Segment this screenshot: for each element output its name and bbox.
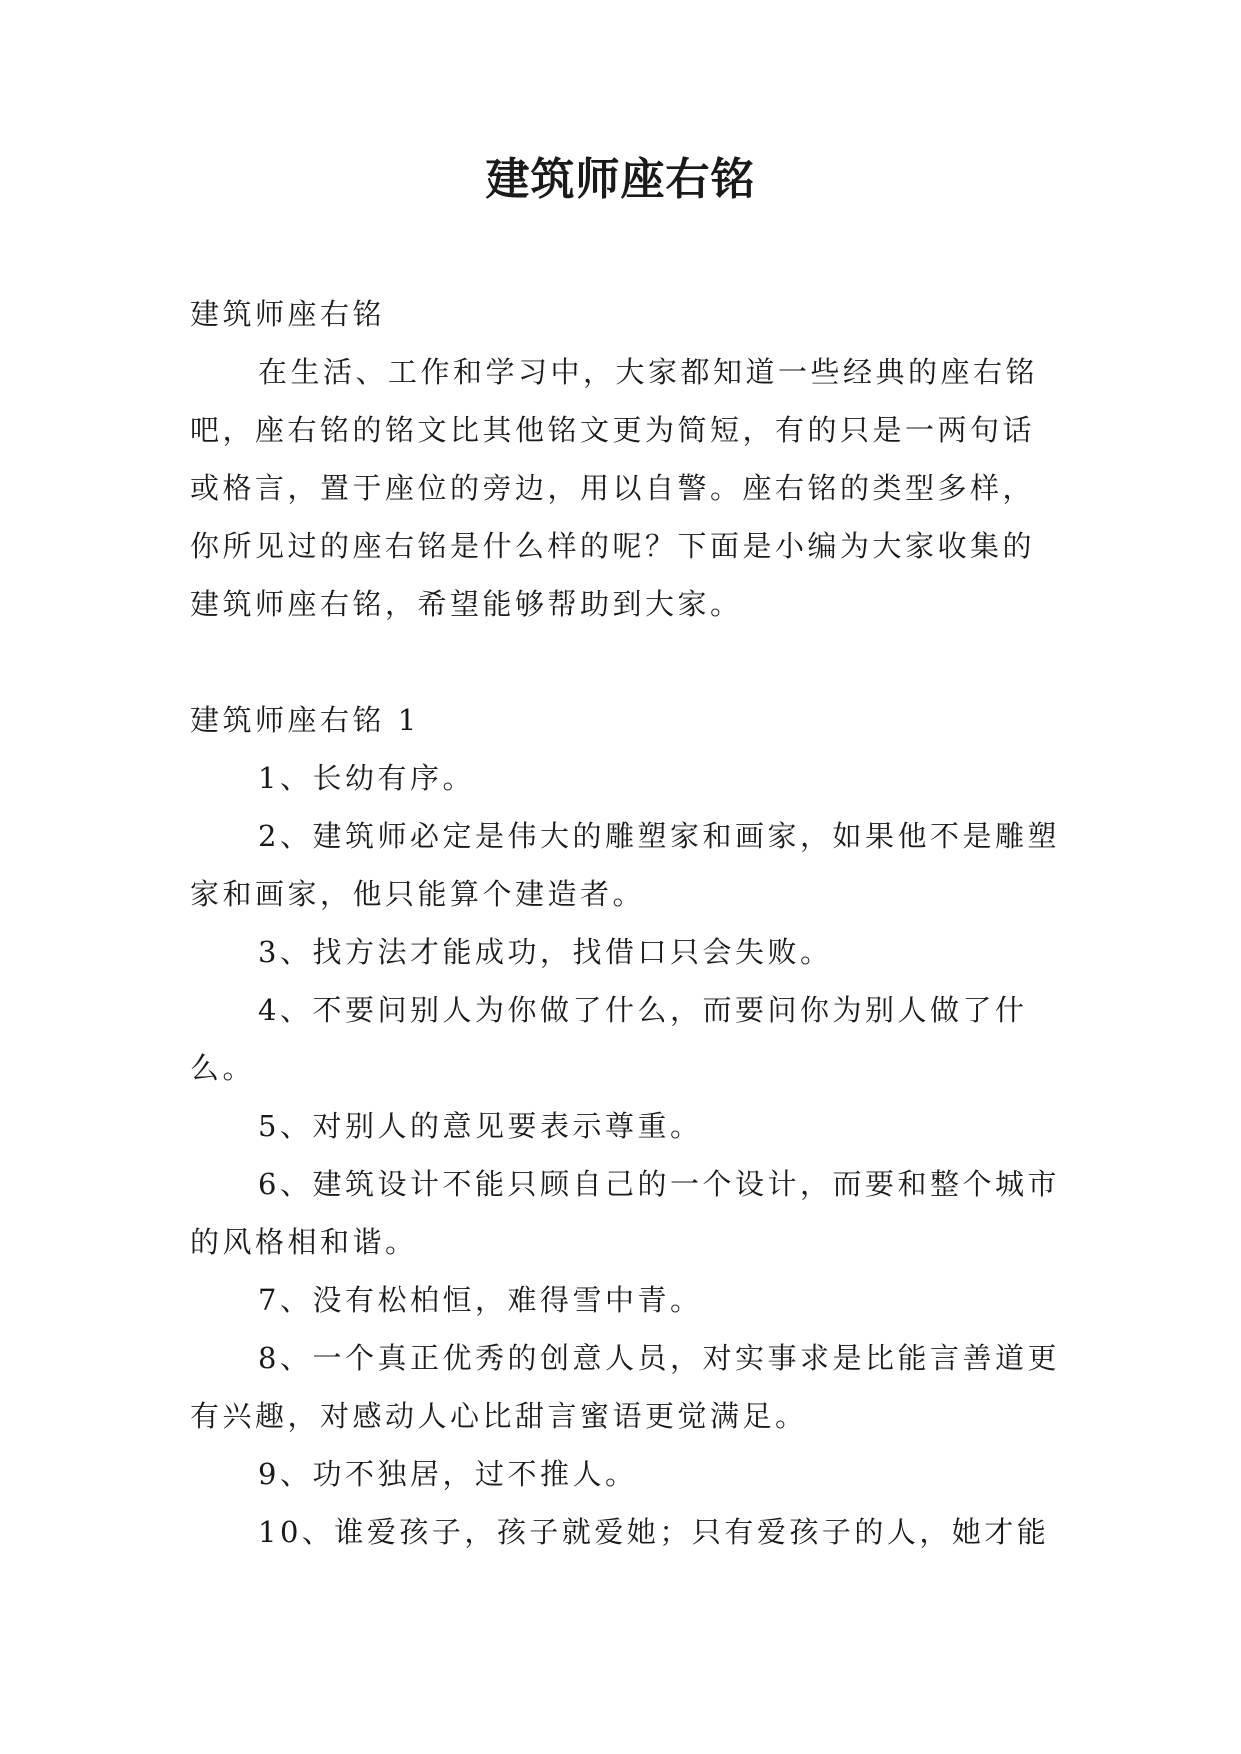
list-item: 4、不要问别人为你做了什么，而要问你为别人做了什么。 [190, 993, 1028, 1085]
list-item: 1、长幼有序。 [258, 761, 475, 795]
section-heading: 建筑师座右铭 1 [190, 703, 420, 737]
list-item: 8、一个真正优秀的创意人员，对实事求是比能言善道更有兴趣，对感动人心比甜言蜜语更觉满足。 [190, 1341, 1060, 1433]
list-item: 10、谁爱孩子，孩子就爱她；只有爱孩子的人，她才能 [258, 1515, 1050, 1549]
document-title: 建筑师座右铭 [485, 154, 756, 205]
list-item: 5、对别人的意见要表示尊重。 [258, 1109, 703, 1143]
list-item: 3、找方法才能成功，找借口只会失败。 [258, 935, 833, 969]
list-item: 2、建筑师必定是伟大的雕塑家和画家，如果他不是雕塑家和画家，他只能算个建造者。 [190, 819, 1060, 911]
list-item: 6、建筑设计不能只顾自己的一个设计，而要和整个城市的风格相和谐。 [190, 1167, 1060, 1259]
list-item: 9、功不独居，过不推人。 [258, 1457, 638, 1491]
list-item: 7、没有松柏恒，难得雪中青。 [258, 1283, 703, 1317]
intro-paragraph: 在生活、工作和学习中，大家都知道一些经典的座右铭吧，座右铭的铭文比其他铭文更为简短，有的只是一两句话或格言，置于座位的旁边，用以自警。座右铭的类型多样，你所见过的座右铭是什么样的呢？下面是小编为大家收集的建筑师座右铭，希望能够帮助到大家。 [190, 355, 1039, 621]
paragraph-spacer [190, 633, 1060, 691]
document-subtitle: 建筑师座右铭 [190, 297, 386, 331]
document-body [190, 285, 1060, 1561]
